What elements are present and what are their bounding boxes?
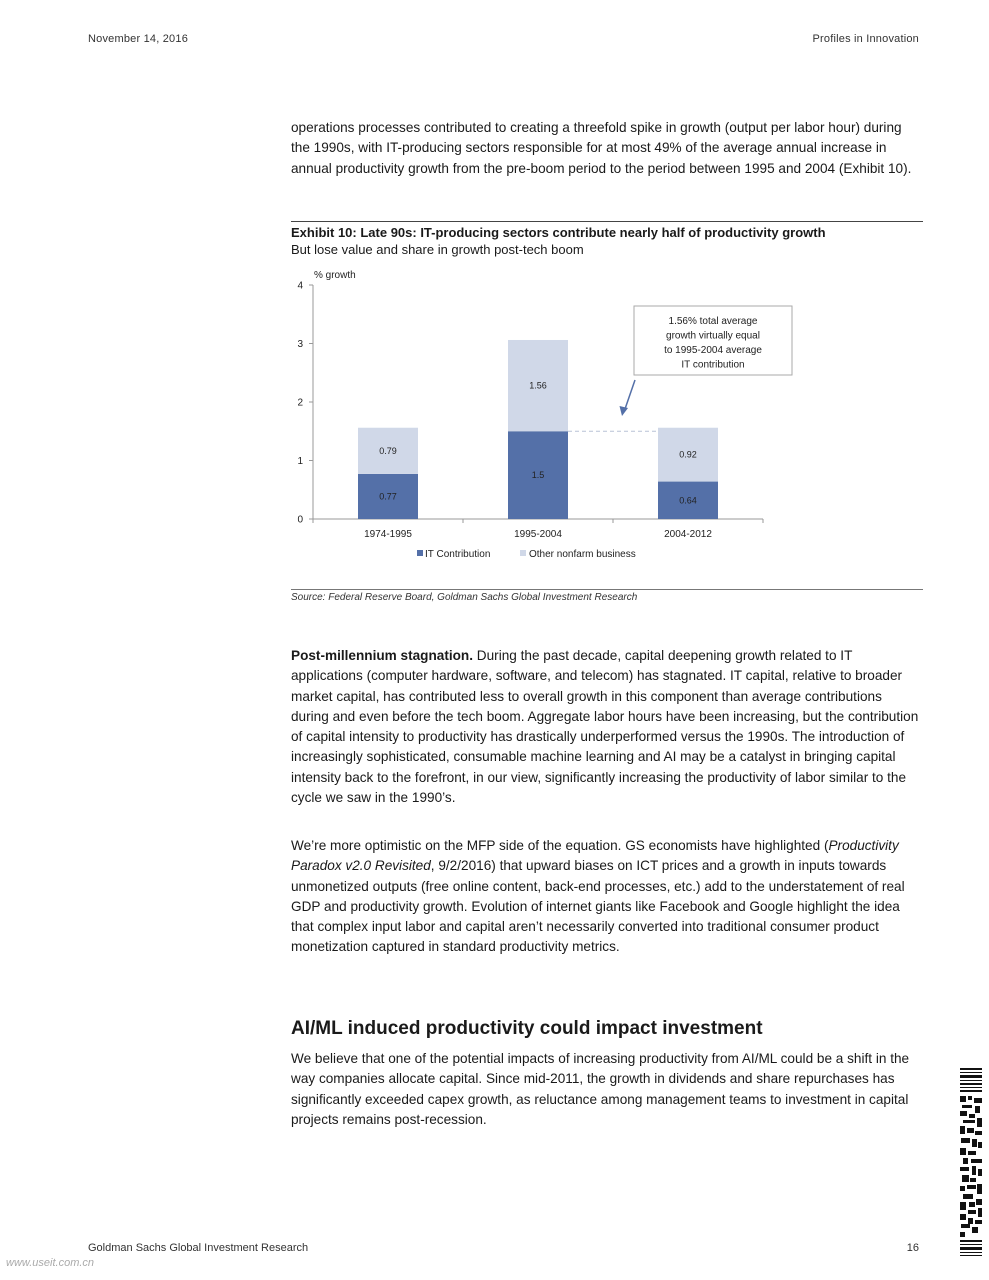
annotation-text-line: 1.56% total average — [668, 316, 758, 327]
annotation-arrow-head — [620, 406, 629, 416]
bar-data-label: 0.64 — [679, 495, 697, 506]
bar-data-label: 1.5 — [531, 470, 545, 481]
legend-swatch-it-contribution — [417, 550, 423, 556]
legend-label-other-nonfarm: Other nonfarm business — [529, 549, 636, 560]
bar-data-label: 0.92 — [679, 449, 697, 460]
exhibit-bottom-rule — [291, 589, 923, 590]
exhibit-top-rule — [291, 221, 923, 222]
header-date: November 14, 2016 — [88, 33, 189, 45]
productivity-stacked-bar-chart — [291, 262, 923, 582]
y-tick-label: 0 — [297, 514, 303, 526]
exhibit-source: Source: Federal Reserve Board, Goldman Sachs Global Investment Research — [291, 592, 638, 603]
legend-label-it-contribution: IT Contribution — [425, 549, 491, 560]
intro-paragraph: operations processes contributed to creating a threefold spike in growth (output per labor hour) during the 1990s, with IT-producing sectors responsible for at most 49% of the average annual increase in annual productivity growth from the pre-boom period to the period between 1995 and 2004 (Exhibit 10). — [291, 120, 912, 176]
exhibit-subtitle: But lose value and share in growth post-tech boom — [291, 242, 584, 257]
footer-page-number: 16 — [906, 1242, 919, 1254]
post-millennium-lead: Post-millennium stagnation. — [291, 648, 474, 663]
mfp-text-post: , 9/2/2016) that upward biases on ICT prices and a growth in inputs towards unmonetized outputs (free online content, back-end processes, etc.) add to the understatement of real GDP and productivity growth. Evolution of internet giants like Facebook and Google highlight the idea that complex input labor and capital aren’t necessarily converted into traditional consumer product monetization captured in standard productivity metrics. — [291, 858, 905, 955]
y-tick-label: 2 — [297, 397, 303, 409]
header-series-title: Profiles in Innovation — [812, 33, 919, 45]
y-tick-label: 3 — [297, 339, 303, 350]
barcode-icon — [960, 1068, 982, 1256]
section-heading-ai-ml: AI/ML induced productivity could impact investment — [291, 1018, 763, 1039]
legend-swatch-other-nonfarm — [520, 550, 526, 556]
mfp-paragraph — [291, 836, 923, 958]
y-tick-label: 1 — [297, 456, 303, 467]
annotation-arrow-line — [625, 380, 635, 409]
section-post-millennium — [291, 646, 923, 808]
annotation-text-line: growth virtually equal — [666, 330, 760, 342]
footer-publisher: Goldman Sachs Global Investment Research — [88, 1242, 309, 1254]
annotation-text-line: IT contribution — [681, 359, 745, 371]
ai-ml-paragraph: We believe that one of the potential impacts of increasing productivity from AI/ML could be a shift in the way companies allocate capital. Since mid-2011, the growth in dividends and share repurchases has significantly exceeded capex growth, as reluctance among management teams to investment in capital projects remains post-recession. — [291, 1051, 910, 1127]
x-tick-label: 1995-2004 — [514, 529, 562, 540]
mfp-text-pre: We’re more optimistic on the MFP side of the equation. GS economists have highlighted ( — [291, 838, 829, 853]
bar-data-label: 1.56 — [529, 380, 547, 391]
mfp-report-reference: Productivity Paradox v2.0 Revisited — [291, 838, 899, 874]
watermark-text: www.useit.com.cn — [6, 1257, 95, 1269]
section-ai-ml — [291, 1049, 923, 1130]
y-axis-label: % growth — [314, 270, 356, 281]
annotation-text-line: to 1995-2004 average — [664, 345, 762, 356]
exhibit-10 — [291, 221, 923, 258]
bar-data-label: 0.77 — [379, 491, 397, 502]
x-tick-label: 1974-1995 — [364, 529, 412, 540]
x-tick-label: 2004-2012 — [664, 529, 712, 540]
exhibit-title: Exhibit 10: Late 90s: IT-producing sectors contribute nearly half of productivity growth — [291, 225, 826, 240]
section-mfp — [291, 836, 923, 958]
bar-data-label: 0.79 — [379, 445, 397, 456]
post-millennium-text: During the past decade, capital deepening growth related to IT applications (computer hardware, software, and telecom) has stagnated. IT capital, relative to broader market capital, has contributed less to overall growth in this component than average contributions during and even before the tech boom. Aggregate labor hours have been increasing, but the contribution of capital intensity to productivity has drastically underperformed versus the 1990s. The introduction of increasingly sophisticated, consumable machine learning and AI may be a catalyst in bringing capital intensity back to the forefront, in our view, significantly increasing the productivity of labor similar to the cycle we saw in the 1990’s. — [291, 648, 919, 806]
intro-section — [291, 118, 923, 179]
post-millennium-paragraph — [291, 646, 923, 808]
y-tick-label: 4 — [297, 280, 303, 292]
